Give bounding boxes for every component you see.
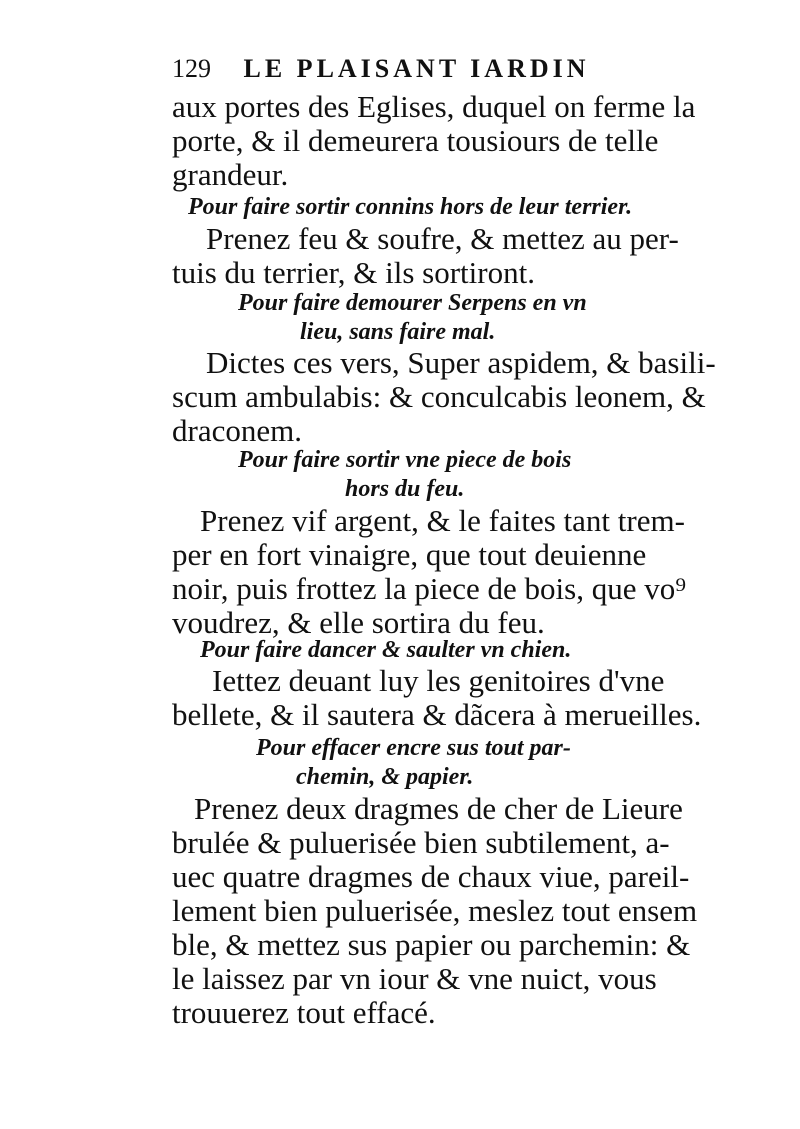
recipe-heading: Pour effacer encre sus tout par- — [256, 735, 571, 761]
text-line: lement bien puluerisée, meslez tout ensem — [172, 893, 698, 928]
recipe-heading: Pour faire dancer & saulter vn chien. — [200, 637, 572, 663]
text-line: brulée & puluerisée bien subtilement, a- — [172, 825, 670, 860]
text-line: trouuerez tout effacé. — [172, 995, 436, 1030]
recipe-heading: chemin, & papier. — [296, 764, 474, 790]
text-line: draconem. — [172, 413, 302, 448]
text-line: porte, & il demeurera tousiours de telle — [172, 123, 659, 158]
text-line: Prenez vif argent, & le faites tant trem- — [200, 503, 685, 538]
text-line: Dictes ces vers, Super aspidem, & basili- — [206, 345, 716, 380]
recipe-heading: hors du feu. — [345, 476, 465, 502]
text-line: scum ambulabis: & conculcabis leonem, & — [172, 379, 706, 414]
text-line: voudrez, & elle sortira du feu. — [172, 605, 545, 640]
text-line: bellete, & il sautera & dãcera à merueilles. — [172, 697, 702, 732]
page-number: 129 — [172, 54, 211, 83]
text-line: per en fort vinaigre, que tout deuienne — [172, 537, 647, 572]
text-line: Prenez deux dragmes de cher de Lieure — [194, 791, 683, 826]
recipe-heading: Pour faire sortir vne piece de bois — [238, 447, 572, 473]
text-line: Prenez feu & soufre, & mettez au per- — [206, 221, 679, 256]
running-header — [172, 54, 590, 84]
text-line: ble, & mettez sus papier ou parchemin: & — [172, 927, 691, 962]
text-line: grandeur. — [172, 157, 289, 192]
recipe-heading: lieu, sans faire mal. — [300, 319, 496, 345]
running-title: LE PLAISANT IARDIN — [243, 54, 590, 83]
text-line: uec quatre dragmes de chaux viue, pareil- — [172, 859, 690, 894]
recipe-heading: Pour faire sortir connins hors de leur terrier. — [188, 194, 633, 220]
text-line: aux portes des Eglises, duquel on ferme la — [172, 89, 696, 124]
text-line: tuis du terrier, & ils sortiront. — [172, 255, 535, 290]
text-line: noir, puis frottez la piece de bois, que vo⁹ — [172, 571, 687, 606]
text-line: le laissez par vn iour & vne nuict, vous — [172, 961, 657, 996]
text-line: Iettez deuant luy les genitoires d'vne — [212, 663, 665, 698]
recipe-heading: Pour faire demourer Serpens en vn — [238, 290, 587, 316]
